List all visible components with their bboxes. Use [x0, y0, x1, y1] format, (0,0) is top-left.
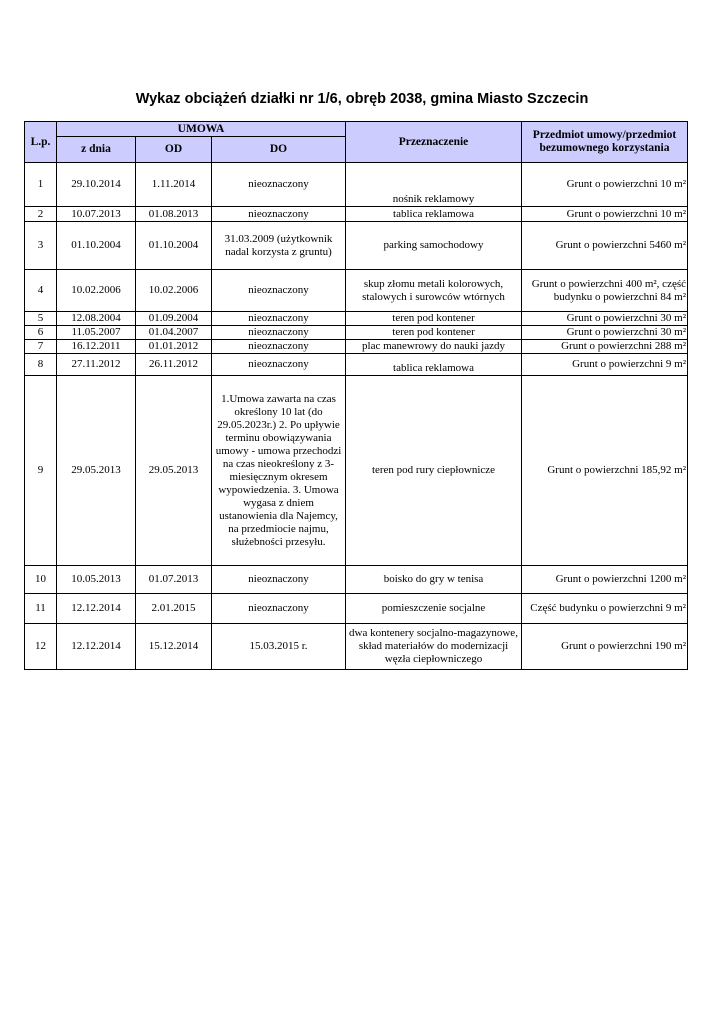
cell-do: nieoznaczony — [212, 340, 346, 354]
cell-przeznaczenie: pomieszczenie socjalne — [346, 594, 522, 624]
cell-do: 1.Umowa zawarta na czas określony 10 lat (do 29.05.2023r.) 2. Po upływie terminu obowiązywania umowy - umowa przechodzi na czas nieokreślony z 3-miesięcznym okresem wypowiedzenia. 3. Umowa wygasa z dniem ustanowienia dla Najemcy, na przedmiocie najmu, służebności przesyłu. — [212, 376, 346, 566]
header-do: DO — [212, 137, 346, 163]
cell-od: 1.11.2014 — [136, 163, 212, 207]
table-row — [25, 270, 688, 312]
cell-od: 01.01.2012 — [136, 340, 212, 354]
cell-przeznaczenie: nośnik reklamowy — [346, 163, 522, 207]
table-row — [25, 354, 688, 376]
table-row — [25, 376, 688, 566]
cell-od: 15.12.2014 — [136, 624, 212, 670]
cell-lp: 10 — [25, 566, 57, 594]
table-row — [25, 566, 688, 594]
cell-lp: 3 — [25, 222, 57, 270]
cell-przeznaczenie: dwa kontenery socjalno-magazynowe, skład materiałów do modernizacji węzła ciepłowniczego — [346, 624, 522, 670]
cell-przedmiot: Grunt o powierzchni 185,92 m² — [522, 376, 688, 566]
cell-do: 15.03.2015 r. — [212, 624, 346, 670]
cell-przeznaczenie: teren pod kontener — [346, 326, 522, 340]
cell-lp: 6 — [25, 326, 57, 340]
cell-przeznaczenie: boisko do gry w tenisa — [346, 566, 522, 594]
cell-przeznaczenie: skup złomu metali kolorowych, stalowych i surowców wtórnych — [346, 270, 522, 312]
table-row — [25, 222, 688, 270]
cell-przedmiot: Grunt o powierzchni 190 m² — [522, 624, 688, 670]
cell-przedmiot: Grunt o powierzchni 5460 m² — [522, 222, 688, 270]
cell-z-dnia: 10.02.2006 — [57, 270, 136, 312]
table-row — [25, 163, 688, 207]
cell-przedmiot: Grunt o powierzchni 30 m² — [522, 312, 688, 326]
header-umowa: UMOWA — [57, 122, 346, 137]
cell-lp: 11 — [25, 594, 57, 624]
cell-lp: 4 — [25, 270, 57, 312]
cell-z-dnia: 29.05.2013 — [57, 376, 136, 566]
cell-od: 29.05.2013 — [136, 376, 212, 566]
cell-z-dnia: 10.05.2013 — [57, 566, 136, 594]
cell-przedmiot: Grunt o powierzchni 400 m², część budynku o powierzchni 84 m² — [522, 270, 688, 312]
cell-do: nieoznaczony — [212, 312, 346, 326]
cell-z-dnia: 12.08.2004 — [57, 312, 136, 326]
cell-przeznaczenie: tablica reklamowa — [346, 354, 522, 376]
cell-przedmiot: Grunt o powierzchni 10 m² — [522, 207, 688, 222]
cell-od: 01.10.2004 — [136, 222, 212, 270]
encumbrance-table — [24, 121, 688, 670]
cell-do: nieoznaczony — [212, 326, 346, 340]
cell-lp: 1 — [25, 163, 57, 207]
cell-przeznaczenie: teren pod rury ciepłownicze — [346, 376, 522, 566]
table-row — [25, 207, 688, 222]
header-lp: L.p. — [25, 122, 57, 163]
table-row — [25, 340, 688, 354]
cell-od: 2.01.2015 — [136, 594, 212, 624]
cell-przedmiot: Część budynku o powierzchni 9 m² — [522, 594, 688, 624]
cell-przedmiot: Grunt o powierzchni 10 m² — [522, 163, 688, 207]
table-row — [25, 326, 688, 340]
cell-od: 01.04.2007 — [136, 326, 212, 340]
cell-z-dnia: 10.07.2013 — [57, 207, 136, 222]
cell-z-dnia: 27.11.2012 — [57, 354, 136, 376]
cell-z-dnia: 16.12.2011 — [57, 340, 136, 354]
cell-do: nieoznaczony — [212, 163, 346, 207]
cell-do: 31.03.2009 (użytkownik nadal korzysta z gruntu) — [212, 222, 346, 270]
header-od: OD — [136, 137, 212, 163]
cell-przedmiot: Grunt o powierzchni 1200 m² — [522, 566, 688, 594]
page-title: Wykaz obciążeń działki nr 1/6, obręb 2038, gmina Miasto Szczecin — [135, 91, 589, 107]
table-row — [25, 312, 688, 326]
table-row — [25, 594, 688, 624]
cell-z-dnia: 01.10.2004 — [57, 222, 136, 270]
header-z-dnia: z dnia — [57, 137, 136, 163]
cell-z-dnia: 12.12.2014 — [57, 624, 136, 670]
cell-z-dnia: 11.05.2007 — [57, 326, 136, 340]
cell-z-dnia: 29.10.2014 — [57, 163, 136, 207]
cell-od: 01.09.2004 — [136, 312, 212, 326]
cell-do: nieoznaczony — [212, 566, 346, 594]
cell-od: 26.11.2012 — [136, 354, 212, 376]
table-row — [25, 624, 688, 670]
cell-od: 10.02.2006 — [136, 270, 212, 312]
cell-przedmiot: Grunt o powierzchni 30 m² — [522, 326, 688, 340]
cell-od: 01.07.2013 — [136, 566, 212, 594]
cell-lp: 12 — [25, 624, 57, 670]
cell-przeznaczenie: teren pod kontener — [346, 312, 522, 326]
cell-lp: 5 — [25, 312, 57, 326]
cell-do: nieoznaczony — [212, 270, 346, 312]
cell-do: nieoznaczony — [212, 354, 346, 376]
cell-przeznaczenie: tablica reklamowa — [346, 207, 522, 222]
cell-przedmiot: Grunt o powierzchni 288 m² — [522, 340, 688, 354]
cell-z-dnia: 12.12.2014 — [57, 594, 136, 624]
cell-lp: 9 — [25, 376, 57, 566]
header-przeznaczenie: Przeznaczenie — [346, 122, 522, 163]
cell-od: 01.08.2013 — [136, 207, 212, 222]
cell-przeznaczenie: plac manewrowy do nauki jazdy — [346, 340, 522, 354]
cell-lp: 8 — [25, 354, 57, 376]
cell-lp: 2 — [25, 207, 57, 222]
cell-do: nieoznaczony — [212, 207, 346, 222]
cell-lp: 7 — [25, 340, 57, 354]
cell-przeznaczenie: parking samochodowy — [346, 222, 522, 270]
cell-do: nieoznaczony — [212, 594, 346, 624]
cell-przedmiot: Grunt o powierzchni 9 m² — [522, 354, 688, 376]
header-przedmiot: Przedmiot umowy/przedmiot bezumownego korzystania — [522, 122, 688, 163]
